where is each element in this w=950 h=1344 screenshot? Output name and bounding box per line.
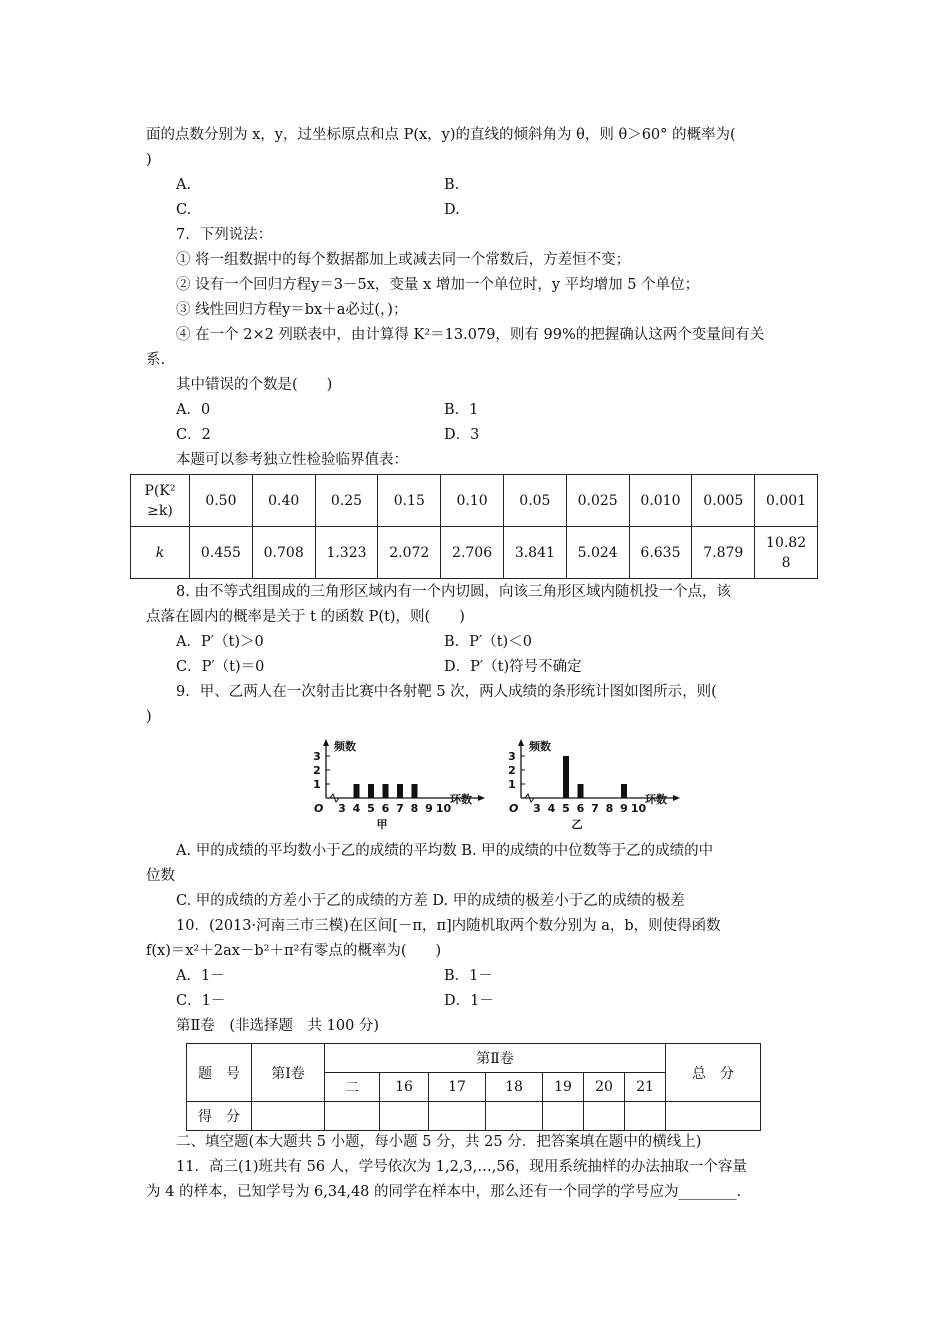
part2-heading: 第Ⅱ卷 (非选择题 共 100 分) xyxy=(176,1018,380,1034)
y-axis-label: 频数 xyxy=(334,740,356,753)
q11-line1: 11．高三(1)班共有 56 人，学号依次为 1,2,3,…,56，现用系统抽样的办法抽取一个容量 xyxy=(176,1159,747,1175)
q7-item-2: ② 设有一个回归方程y＝3－5x，变量 x 增加一个单位时，y 平均增加 5 个单位； xyxy=(176,277,700,293)
score-cell xyxy=(380,1102,429,1131)
q6-stem-line2: ) xyxy=(146,152,152,168)
k-cell-last xyxy=(755,527,818,579)
score-row-defen: 得 分 xyxy=(187,1102,252,1131)
y-tick-label: 1 xyxy=(508,778,516,791)
chart-yi xyxy=(495,738,695,830)
q7-item-4-cont: 系. xyxy=(146,352,166,368)
bar xyxy=(397,784,403,798)
q7-item-1: ① 将一组数据中的每个数据都加上或减去同一个常数后，方差恒不变； xyxy=(176,252,631,268)
score-col-tihao: 题 号 xyxy=(187,1044,252,1102)
p-cell: 0.05 xyxy=(503,475,566,527)
q10-option-c: C．1－ xyxy=(176,993,226,1009)
origin-label: O xyxy=(314,802,324,815)
x-axis-arrow-icon xyxy=(478,795,485,801)
q6-option-a: A. xyxy=(176,177,192,193)
row1-label-line2: ≥k) xyxy=(147,502,173,519)
score-cell xyxy=(252,1102,325,1131)
k-cell: 7.879 xyxy=(692,527,755,579)
score-sub-col: 16 xyxy=(380,1073,429,1102)
x-tick-label: 9 xyxy=(620,802,628,815)
score-sub-col: 二 xyxy=(325,1073,380,1102)
chart-jia xyxy=(300,738,500,830)
y-tick-label: 2 xyxy=(508,764,516,777)
y-tick-label: 2 xyxy=(313,764,321,777)
bar xyxy=(621,784,627,798)
x-tick-label: 10 xyxy=(630,802,647,815)
q8-option-a: A．P′（t)＞0 xyxy=(176,634,264,650)
p-cell: 0.010 xyxy=(629,475,692,527)
score-cell xyxy=(486,1102,543,1131)
x-axis-arrow-icon xyxy=(673,795,680,801)
q10-option-d: D．1－ xyxy=(444,993,494,1009)
q8-option-b: B．P′（t)＜0 xyxy=(444,634,532,650)
score-cell xyxy=(666,1102,761,1131)
p-cell: 0.40 xyxy=(252,475,315,527)
bar xyxy=(368,784,374,798)
q7-option-d: D．3 xyxy=(444,427,480,443)
chart-title: 甲 xyxy=(376,818,388,830)
y-axis-label: 频数 xyxy=(529,740,551,753)
q10-option-b: B．1－ xyxy=(444,968,493,984)
p-cell: 0.025 xyxy=(566,475,629,527)
q9-line1: 9．甲、乙两人在一次射击比赛中各射靶 5 次，两人成绩的条形统计图如图所示，则( xyxy=(176,684,717,700)
x-tick-label: 5 xyxy=(562,802,570,815)
x-tick-label: 8 xyxy=(410,802,419,815)
x-tick-label: 3 xyxy=(338,802,346,815)
chart-yi-svg xyxy=(495,738,695,830)
q9-line2: ) xyxy=(146,709,152,725)
q7-question: 其中错误的个数是( ) xyxy=(176,377,333,393)
x-tick-label: 4 xyxy=(547,802,556,815)
x-tick-label: 4 xyxy=(352,802,361,815)
x-tick-label: 7 xyxy=(396,802,404,815)
x-tick-label: 8 xyxy=(605,802,614,815)
fill-blank-heading: 二、填空题(本大题共 5 小题，每小题 5 分，共 25 分．把答案填在题中的横线上) xyxy=(176,1134,702,1150)
y-axis-arrow-icon xyxy=(518,739,524,746)
p-cell: 0.25 xyxy=(315,475,378,527)
q7-option-b: B．1 xyxy=(444,402,479,418)
q8-line1: 8. 由不等式组围成的三角形区域内有一个内切圆，向该三角形区域内随机投一个点，该 xyxy=(176,584,731,600)
q9-option-cd: C. 甲的成绩的方差小于乙的成绩的方差 D. 甲的成绩的极差小于乙的成绩的极差 xyxy=(176,893,685,909)
q8-line2: 点落在圆内的概率是关于 t 的函数 P(t)，则( ) xyxy=(146,609,465,625)
q9-option-ab: A. 甲的成绩的平均数小于乙的成绩的平均数 B. 甲的成绩的中位数等于乙的成绩的中 xyxy=(176,843,714,859)
y-tick-label: 1 xyxy=(313,778,321,791)
score-col-total: 总 分 xyxy=(666,1044,761,1102)
k-cell: 0.455 xyxy=(190,527,253,579)
bar xyxy=(412,784,418,798)
x-tick-label: 3 xyxy=(533,802,541,815)
q7-table-intro: 本题可以参考独立性检验临界值表： xyxy=(176,452,408,468)
x-axis-label: 环数 xyxy=(450,793,472,806)
score-table xyxy=(186,1043,761,1131)
x-tick-label: 6 xyxy=(576,802,585,815)
k-cell: 6.635 xyxy=(629,527,692,579)
score-sub-col: 17 xyxy=(429,1073,486,1102)
chart-jia-svg xyxy=(300,738,500,830)
q7-stem: 7．下列说法： xyxy=(176,227,273,243)
score-sub-col: 20 xyxy=(584,1073,625,1102)
p-cell: 0.001 xyxy=(755,475,818,527)
q7-option-c: C．2 xyxy=(176,427,211,443)
q7-item-4: ④ 在一个 2×2 列联表中，由计算得 K²＝13.079，则有 99%的把握确认这两个变量间有关 xyxy=(176,327,765,343)
x-tick-label: 7 xyxy=(591,802,599,815)
row1-label-line1: P(K² xyxy=(144,482,176,499)
score-col-juan1: 第Ⅰ卷 xyxy=(252,1044,325,1102)
k-last-line1: 10.82 xyxy=(766,534,807,551)
score-col-juan2: 第Ⅱ卷 xyxy=(325,1044,666,1073)
bar xyxy=(563,756,569,798)
score-cell xyxy=(325,1102,380,1131)
x-tick-label: 9 xyxy=(425,802,433,815)
k-cell: 2.072 xyxy=(378,527,441,579)
bar xyxy=(578,784,584,798)
p-cell: 0.15 xyxy=(378,475,441,527)
k-cell: 2.706 xyxy=(441,527,504,579)
p-cell: 0.10 xyxy=(441,475,504,527)
score-sub-col: 21 xyxy=(625,1073,666,1102)
q6-option-c: C. xyxy=(176,202,192,218)
y-tick-label: 3 xyxy=(313,750,321,763)
q8-option-d: D．P′（t)符号不确定 xyxy=(444,659,582,675)
score-sub-col: 19 xyxy=(543,1073,584,1102)
q7-option-a: A．0 xyxy=(176,402,211,418)
y-axis-arrow-icon xyxy=(323,739,329,746)
score-cell xyxy=(429,1102,486,1131)
table-row1-label xyxy=(131,475,190,527)
k-cell: 5.024 xyxy=(566,527,629,579)
critical-value-table xyxy=(130,474,818,579)
q10-line2: f(x)＝x²＋2ax－b²＋π²有零点的概率为( ) xyxy=(146,943,442,959)
score-cell xyxy=(543,1102,584,1131)
score-cell xyxy=(625,1102,666,1131)
k-last-line2: 8 xyxy=(781,554,791,571)
x-tick-label: 10 xyxy=(435,802,452,815)
x-tick-label: 5 xyxy=(367,802,375,815)
bar xyxy=(354,784,360,798)
q6-option-d: D. xyxy=(444,202,460,218)
chart-title: 乙 xyxy=(571,818,583,830)
q6-stem-line1: 面的点数分别为 x，y，过坐标原点和点 P(x，y)的直线的倾斜角为 θ，则 θ＞60° 的概率为( xyxy=(146,127,736,143)
origin-label: O xyxy=(509,802,519,815)
k-cell: 3.841 xyxy=(503,527,566,579)
q10-option-a: A．1－ xyxy=(176,968,225,984)
p-cell: 0.005 xyxy=(692,475,755,527)
x-axis-label: 环数 xyxy=(645,793,667,806)
k-cell: 1.323 xyxy=(315,527,378,579)
k-cell: 0.708 xyxy=(252,527,315,579)
q7-item-3: ③ 线性回归方程y＝bx＋a必过(，)； xyxy=(176,302,408,318)
q10-line1: 10．(2013·河南三市三模)在区间[－π，π]内随机取两个数分别为 a，b，则使得函数 xyxy=(176,918,721,934)
table-row2-label: k xyxy=(131,527,190,579)
score-sub-col: 18 xyxy=(486,1073,543,1102)
q11-line2: 为 4 的样本，已知学号为 6,34,48 的同学在样本中，那么还有一个同学的学号应为________. xyxy=(146,1184,742,1200)
p-cell: 0.50 xyxy=(190,475,253,527)
q8-option-c: C．P′（t)＝0 xyxy=(176,659,265,675)
score-cell xyxy=(584,1102,625,1131)
q9-option-ab-cont: 位数 xyxy=(146,868,175,884)
x-tick-label: 6 xyxy=(381,802,390,815)
y-tick-label: 3 xyxy=(508,750,516,763)
q6-option-b: B. xyxy=(444,177,460,193)
bar xyxy=(383,784,389,798)
